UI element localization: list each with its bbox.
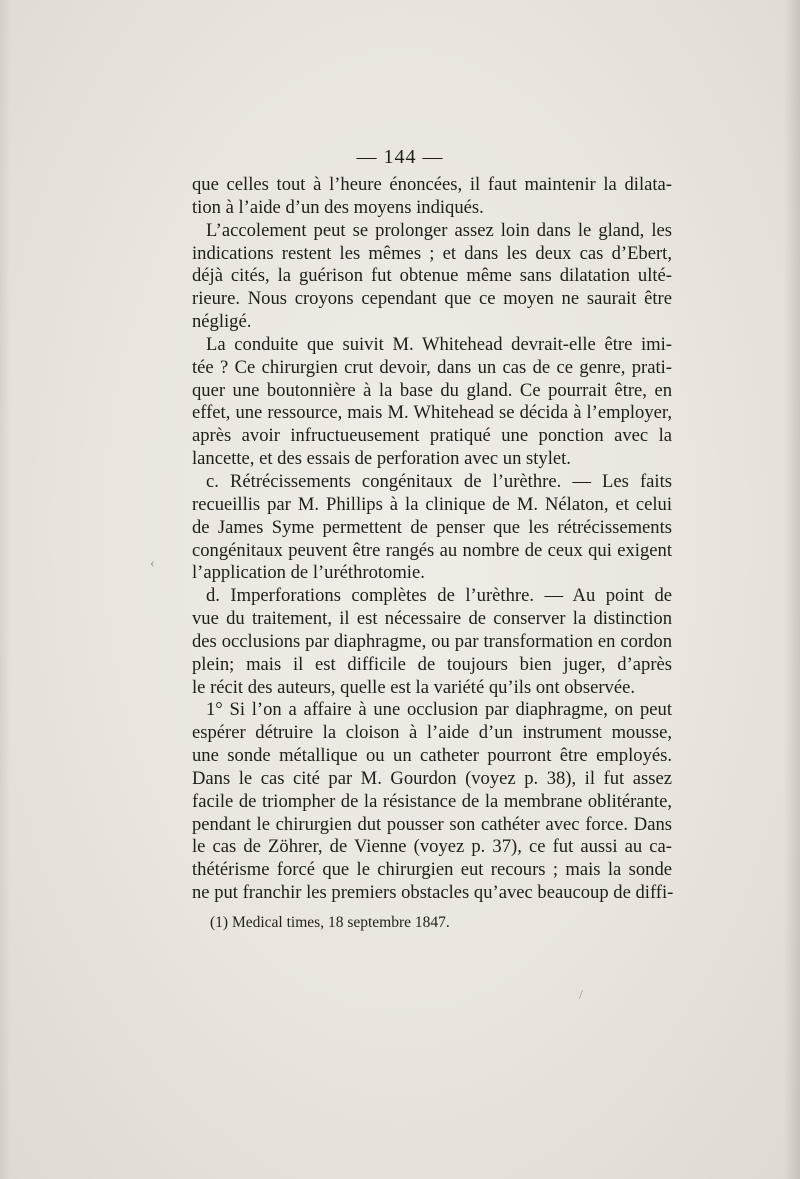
- body-text: [192, 174, 672, 905]
- text-line: 1° Si l’on a affaire à une occlusion par diaphragme, on peut: [206, 699, 672, 721]
- section-heading-line: d. Imperforations complètes de l’urèthre. — Au point de: [206, 585, 672, 607]
- text-line: recueillis par M. Phillips à la clinique de M. Nélaton, et celui: [192, 493, 672, 515]
- text-line: rieure. Nous croyons cependant que ce moyen ne saurait être: [192, 288, 672, 310]
- text-line: après avoir infructueusement pratiqué une ponction avec la: [192, 425, 672, 447]
- text-line: congénitaux peuvent être rangés au nombre de ceux qui exigent: [192, 539, 672, 561]
- text-line: effet, une ressource, mais M. Whitehead se décida à l’employer,: [192, 402, 672, 424]
- text-line: lancette, et des essais de perforation avec un stylet.: [192, 448, 571, 470]
- text-line: une sonde métallique ou un catheter pourront être employés.: [192, 745, 672, 767]
- text-line: des occlusions par diaphragme, ou par transformation en cordon: [192, 630, 672, 652]
- text-line: thétérisme forcé que le chirurgien eut recours ; mais la sonde: [192, 859, 672, 881]
- text-line: Dans le cas cité par M. Gourdon (voyez p. 38), il fut assez: [192, 767, 672, 789]
- text-line: le cas de Zöhrer, de Vienne (voyez p. 37), ce fut aussi au ca-: [192, 836, 672, 858]
- text-line: l’application de l’uréthrotomie.: [192, 562, 425, 584]
- page-left-shadow: [0, 0, 10, 1179]
- text-line: pendant le chirurgien dut pousser son cathéter avec force. Dans: [192, 813, 672, 835]
- text-line: de James Syme permettent de penser que les rétrécissements: [192, 516, 672, 538]
- text-line: La conduite que suivit M. Whitehead devrait-elle être imi-: [206, 333, 672, 355]
- section-heading-line: c. Rétrécissements congénitaux de l’urèthre. — Les faits: [206, 470, 672, 492]
- text-line: indications restent les mêmes ; et dans les deux cas d’Ebert,: [192, 242, 672, 264]
- text-line: le récit des auteurs, quelle est la variété qu’ils ont observée.: [192, 676, 635, 698]
- text-line: tée ? Ce chirurgien crut devoir, dans un cas de ce genre, prati-: [192, 356, 672, 378]
- text-line: tion à l’aide d’un des moyens indiqués.: [192, 196, 484, 218]
- text-line: plein; mais il est difficile de toujours bien juger, d’après: [192, 653, 672, 675]
- text-line: déjà cités, la guérison fut obtenue même sans dilatation ulté-: [192, 265, 672, 287]
- text-line: que celles tout à l’heure énoncées, il faut maintenir la dilata-: [192, 174, 672, 195]
- text-line: négligé.: [192, 311, 252, 333]
- margin-mark: ‹: [150, 556, 155, 571]
- page-number: — 144 —: [356, 146, 444, 168]
- text-line: facile de triompher de la résistance de la membrane oblitérante,: [192, 790, 672, 812]
- margin-mark: /: [579, 988, 583, 1003]
- page-right-shadow: [784, 0, 800, 1179]
- text-line: quer une boutonnière à la base du gland. Ce pourrait être, en: [192, 379, 672, 401]
- text-line: espérer détruire la cloison à l’aide d’un instrument mousse,: [192, 722, 672, 744]
- text-line: L’accolement peut se prolonger assez loin dans le gland, les: [206, 219, 672, 241]
- footnote: (1) Medical times, 18 septembre 1847.: [210, 914, 450, 931]
- text-line: ne put franchir les premiers obstacles qu’avec beaucoup de diffi-: [192, 882, 674, 904]
- text-line: vue du traitement, il est nécessaire de conserver la distinction: [192, 608, 672, 630]
